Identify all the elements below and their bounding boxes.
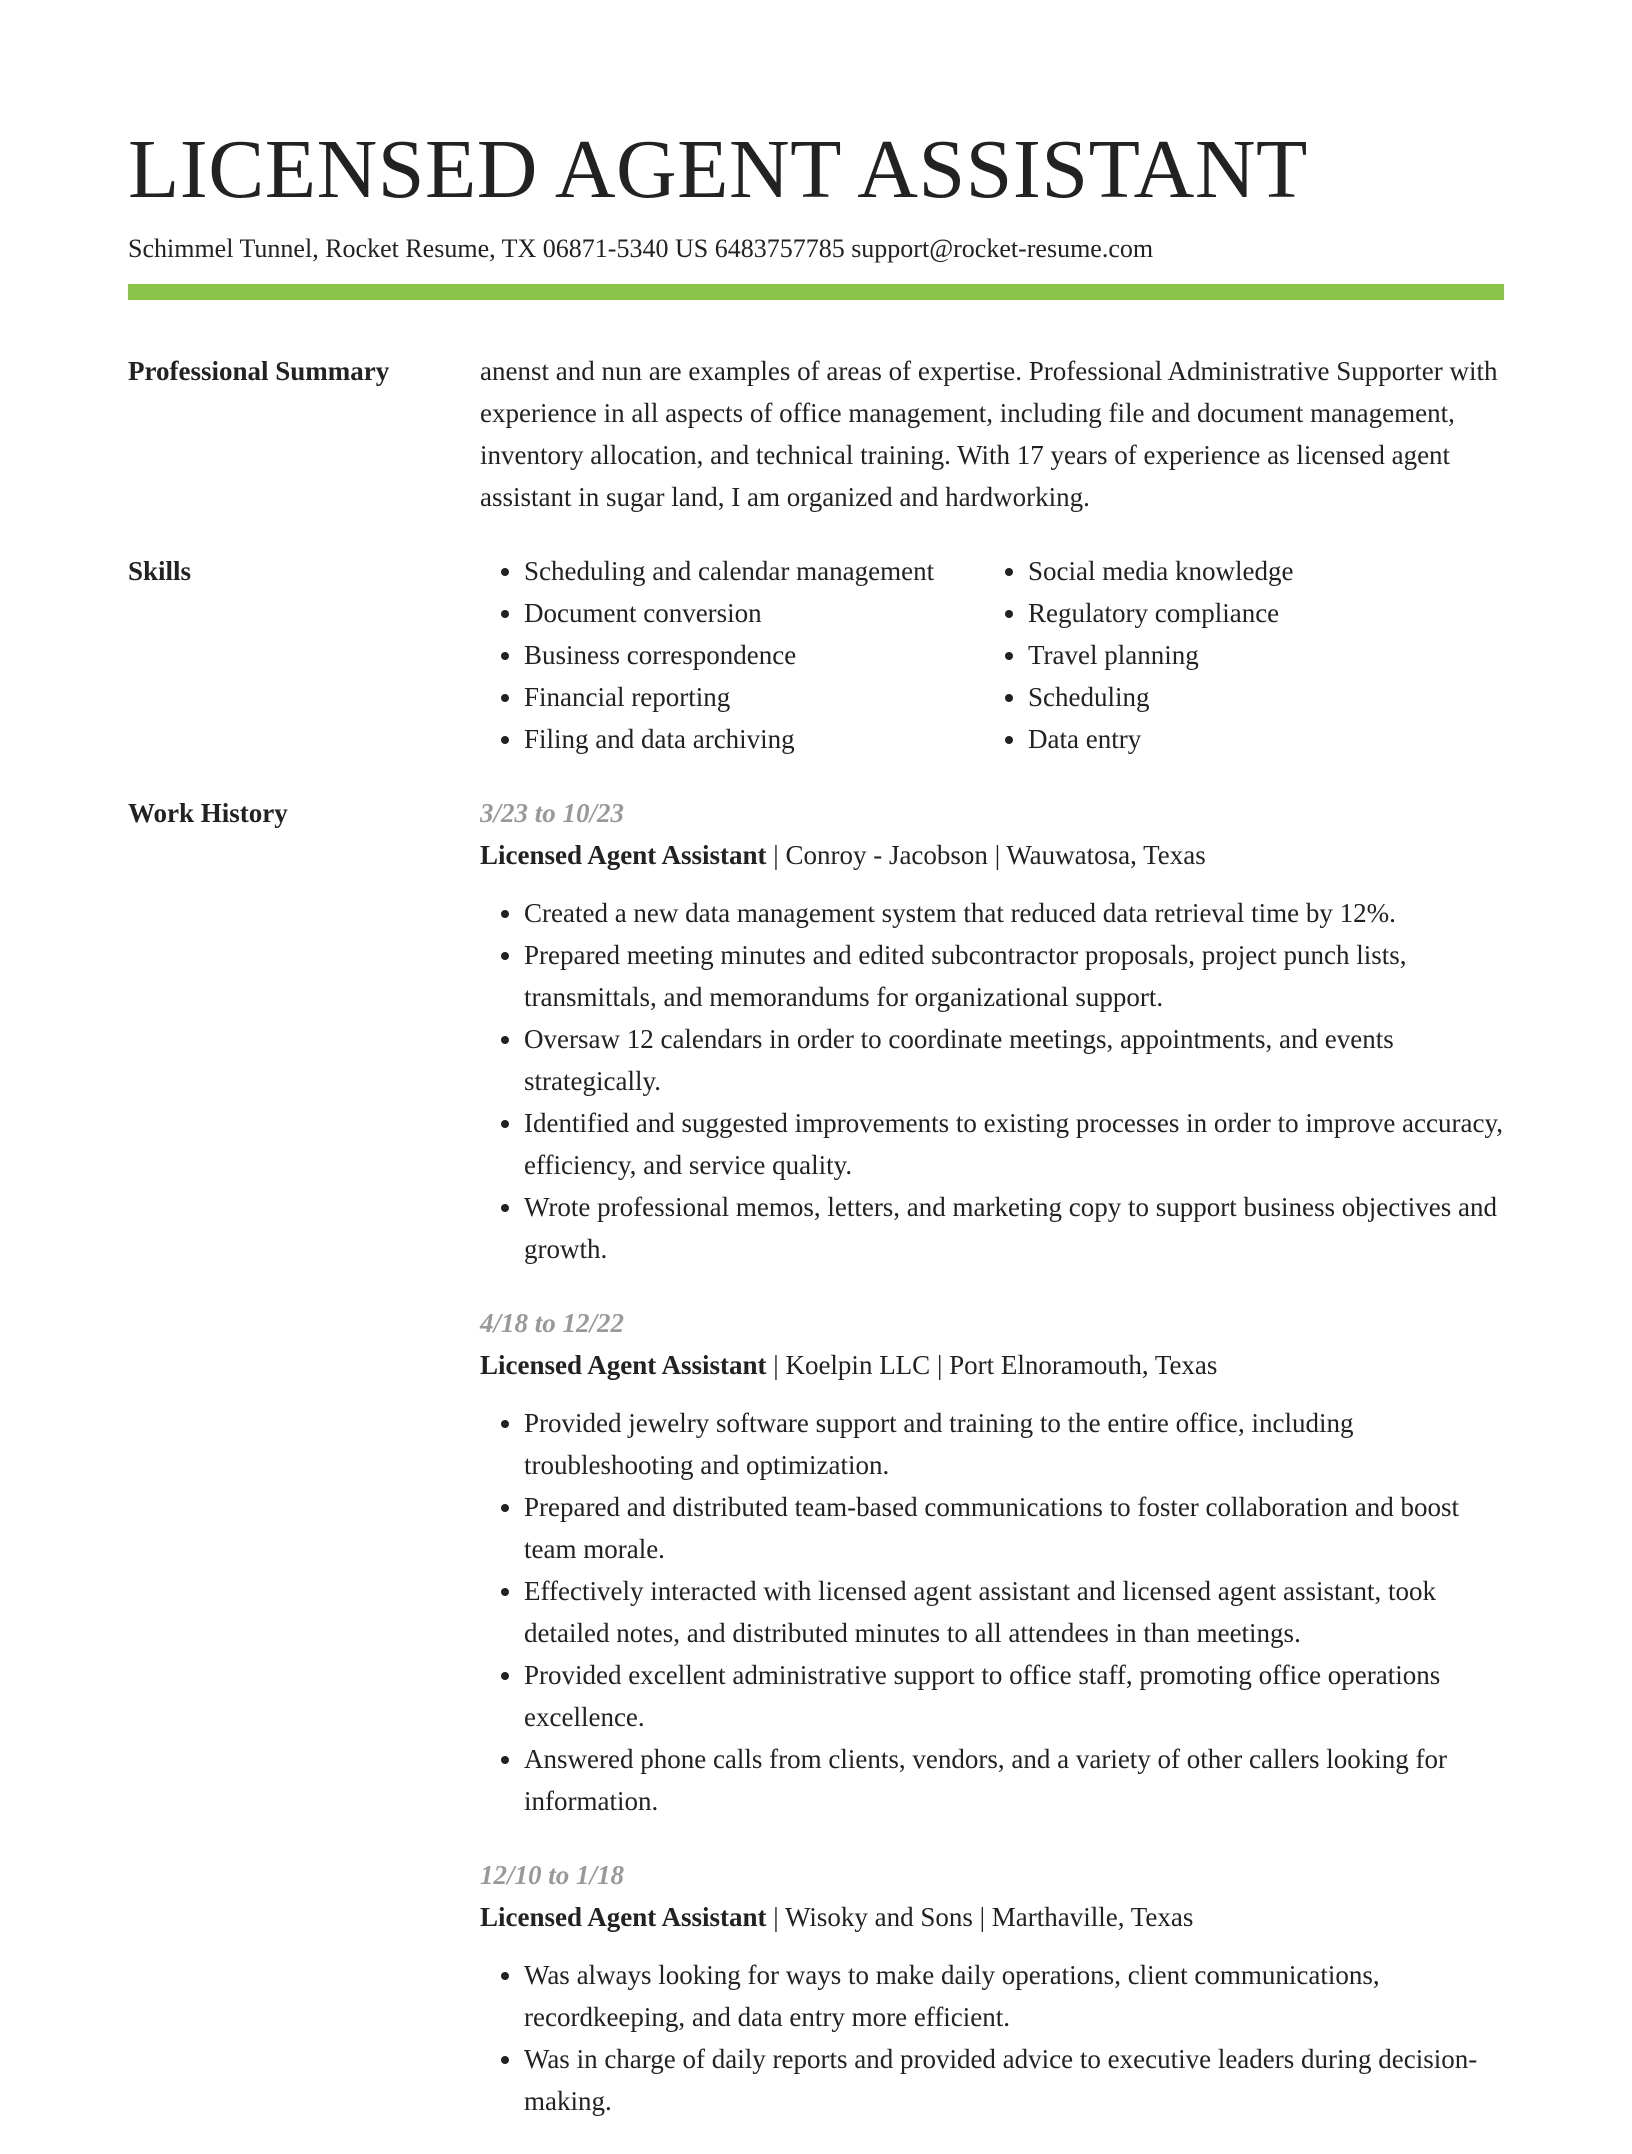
separator: |: [766, 840, 786, 870]
job-dates: 12/10 to 1/18: [480, 1860, 625, 1890]
job-title: Licensed Agent Assistant: [480, 840, 767, 870]
job-title: Licensed Agent Assistant: [480, 1902, 767, 1932]
skill-item: • Business correspondence: [524, 634, 984, 676]
job-bullet-list: [480, 1954, 1504, 2122]
job-location: Marthaville, Texas: [991, 1902, 1194, 1932]
job-bullet: • Wrote professional memos, letters, and marketing copy to support business objectives and growth.: [524, 1186, 1504, 1270]
separator: |: [766, 1902, 785, 1932]
resume-page: [128, 120, 1504, 2154]
skill-item: • Scheduling: [1028, 676, 1504, 718]
skill-item: • Travel planning: [1028, 634, 1504, 676]
skill-item: • Financial reporting: [524, 676, 984, 718]
job-location: Port Elnoramouth, Texas: [949, 1350, 1218, 1380]
job-location: Wauwatosa, Texas: [1006, 840, 1206, 870]
separator: |: [987, 840, 1007, 870]
job-bullet: • Provided excellent administrative support to office staff, promoting office operations excellence.: [524, 1654, 1504, 1738]
accent-divider: [128, 284, 1504, 300]
job-bullet: • Effectively interacted with licensed agent assistant and licensed agent assistant, took detailed notes, and distributed minutes to all attendees in than meetings.: [524, 1570, 1504, 1654]
job-bullet-list: [480, 892, 1504, 1270]
job-bullet: • Prepared and distributed team-based communications to foster collaboration and boost team morale.: [524, 1486, 1504, 1570]
job-list: [480, 792, 1504, 2154]
job-title: Licensed Agent Assistant: [480, 1350, 767, 1380]
summary-text: anenst and nun are examples of areas of expertise. Professional Administrative Supporter with experience in all aspects of office management, including file and document management, inventory allocation, and technical training. With 17 years of experience as licensed agent assistant in sugar land, I am organized and hardworking.: [480, 356, 1498, 512]
skill-item: • Social media knowledge: [1028, 550, 1504, 592]
job-entry: [480, 1854, 1504, 2122]
job-bullet: • Prepared meeting minutes and edited subcontractor proposals, project punch lists, transmittals, and memorandums for organizational support.: [524, 934, 1504, 1018]
job-entry: [480, 792, 1504, 1270]
job-heading: [480, 1344, 1504, 1386]
skill-item: • Filing and data archiving: [524, 718, 984, 760]
job-company: Conroy - Jacobson: [785, 840, 988, 870]
job-dates: 3/23 to 10/23: [480, 798, 625, 828]
job-bullet: • Identified and suggested improvements to existing processes in order to improve accuracy, efficiency, and service quality.: [524, 1102, 1504, 1186]
section-label-skills: Skills: [128, 556, 192, 586]
job-heading: [480, 834, 1504, 876]
contact-line: Schimmel Tunnel, Rocket Resume, TX 06871-5340 US 6483757785 support@rocket-resume.com: [128, 234, 1154, 263]
separator: |: [766, 1350, 786, 1380]
skill-item: • Regulatory compliance: [1028, 592, 1504, 634]
skill-item: • Document conversion: [524, 592, 984, 634]
job-bullet: • Oversaw 12 calendars in order to coordinate meetings, appointments, and events strategically.: [524, 1018, 1504, 1102]
job-bullet: • Answered phone calls from clients, vendors, and a variety of other callers looking for information.: [524, 1738, 1504, 1822]
job-bullet: • Was in charge of daily reports and provided advice to executive leaders during decision-making.: [524, 2038, 1504, 2122]
job-dates: 4/18 to 12/22: [480, 1308, 625, 1338]
job-company: Koelpin LLC: [785, 1350, 931, 1380]
separator: |: [930, 1350, 950, 1380]
skills-list-right: [984, 550, 1504, 760]
section-label-work-history: Work History: [128, 798, 288, 828]
separator: |: [972, 1902, 992, 1932]
job-bullet: • Provided jewelry software support and training to the entire office, including troubleshooting and optimization.: [524, 1402, 1504, 1486]
work-history-section: [128, 792, 1504, 2154]
skill-item: • Scheduling and calendar management: [524, 550, 984, 592]
job-heading: [480, 1896, 1504, 1938]
job-entry: [480, 1302, 1504, 1822]
skills-section: [128, 550, 1504, 760]
professional-summary-section: [128, 350, 1504, 518]
job-bullet: • Created a new data management system that reduced data retrieval time by 12%.: [524, 892, 1504, 934]
section-label-summary: Professional Summary: [128, 356, 390, 386]
skills-list-left: [480, 550, 984, 760]
candidate-name: LICENSED AGENT ASSISTANT: [128, 123, 1308, 216]
skill-item: • Data entry: [1028, 718, 1504, 760]
job-bullet: • Was always looking for ways to make daily operations, client communications, recordkeeping, and data entry more efficient.: [524, 1954, 1504, 2038]
job-bullet-list: [480, 1402, 1504, 1822]
job-company: Wisoky and Sons: [784, 1902, 973, 1932]
